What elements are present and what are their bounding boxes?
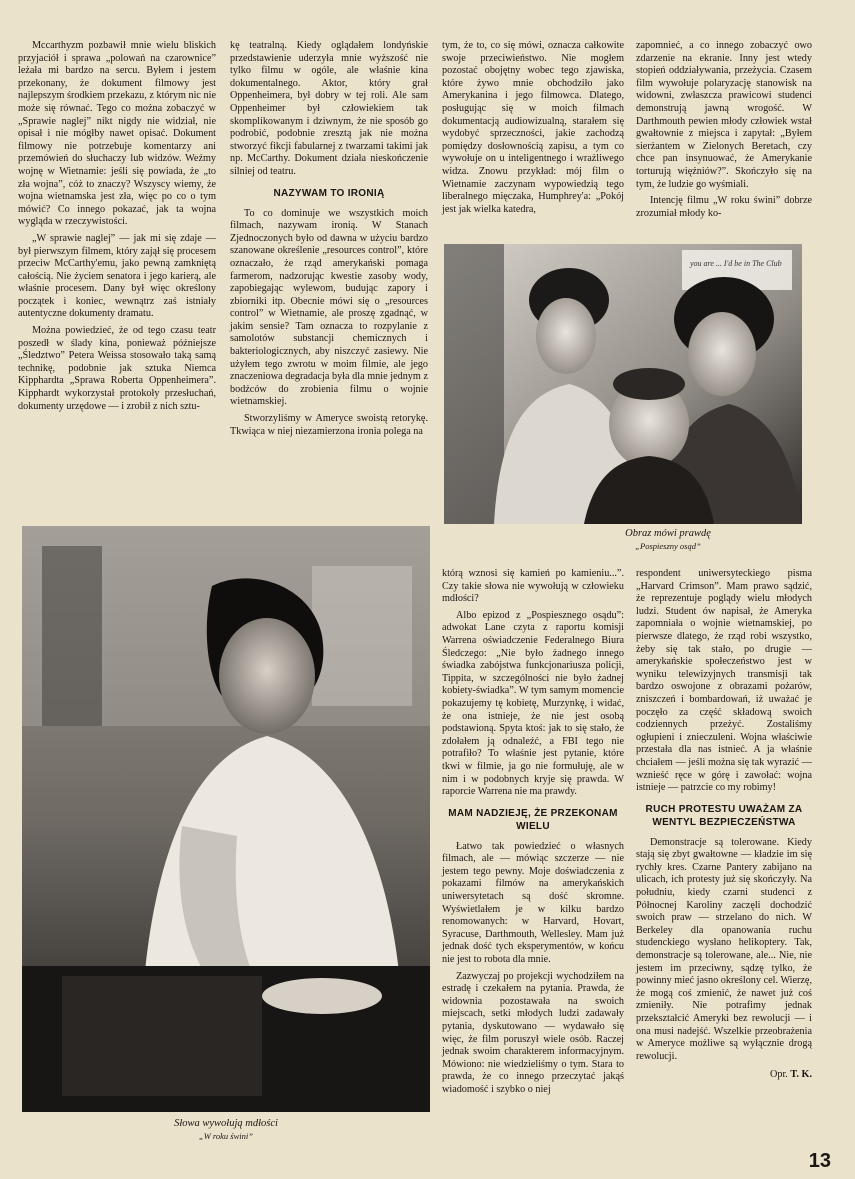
paragraph: tym, że to, co się mówi, oznacza całkowite swoje przeciwieństwo. Nie mogłem pozostać obojętny wobec tego zjawiska, które żywo mnie obchodziło jako Amerykanina i jego filmowca. Dlatego, posługując się w moich filmach dokumentacją audiowizualną, starałem się wydobyć sprzeczności, jakie zachodzą pomiędzy dosłownością zapisu, a tym co wywołuje on u inteligentnego i wrażliwego widza. Znowu przykład: mój film o Wietnamie zaczynam wypowiedzią tego liberalnego mięczaka, Humphrey'a: „Pokój jest jak wielka katedra, (442, 40, 624, 215)
caption-film: „Pospieszny osąd” (635, 541, 701, 551)
author-credit (636, 1069, 812, 1082)
photo-three-people (444, 244, 802, 524)
paragraph: respondent uniwersyteckiego pisma „Harvard Crimson”. Mam prawo sądzić, że reprezentuje poglądy wielu młodych ludzi. Student ów napisał, że Ameryka zapomniała o wojnie wietnamskiej, po pierwsze dlatego, że rząd robi wszystko, żeby się tak stało, po drugie — amerykańskie społeczeństwo jest w wyniku telewizyjnych transmisji tak bardzo oswojone z obrazami pożarów, zniszczeń i bombardowań, iż uważać je poczęło za część składową swoich codziennych przeżyć. Zostaliśmy ogłupieni i znieczuleni. Wojna właściwie przestała dla nas istnieć. A ja właśnie chciałem — jeśli można się tak wyrazić — wznieść ręce w górę i zawołać: wojna istnieje — patrzcie co my robimy! (636, 568, 812, 794)
paragraph: To co dominuje we wszystkich moich filmach, nazywam ironią. W Stanach Zjednoczonych było od dawna w użyciu bardzo szanowane określenie „resources control”, które oznaczało, że rząd amerykański pomaga farmerom, nadzorując kwestie zasoby wody, zapobiegając wylewom, budując zapory i zbiorniki itp. Obecnie mówi się o „resources control” w Wietnamie, ale proszę zgadnąć, w jakim sensie? Tam oznacza to rozpylanie z samolotów substancji chemicznych i bakteriologicznych, aby niszczyć zasiewy. Nie użyłem tego zwrotu w moim filmie, ale jego znaczeniowa degradacja była dla mnie jednym z bodźców do zrobienia filmu o wojnie wietnamskiej. (230, 207, 428, 408)
paragraph: zapomnieć, a co innego zobaczyć owo zdarzenie na ekranie. Inny jest wtedy stopień oddziaływania, przeżycia. Czasem film wywołuje polaryzację stanowisk na widowni, zwłaszcza prawicowi studenci demonstrują jawną wrogość. W Darthmouth pewien młody człowiek wstał gwałtownie z miejsca i zapytał: „Byłem sierżantem w Zielonych Beretach, czy chce pan insynuować, że Amerykanie torturują więźniów?”. Skończyło się na tym, że ludzie go wyśmiali. (636, 40, 812, 190)
column-4-bottom (636, 568, 812, 1082)
credit-label: Opr. (770, 1069, 788, 1081)
paragraph: którą wznosi się kamień po kamieniu...”. Czy takie słowa nie wywołują w człowieku mdłości? (442, 568, 624, 605)
paragraph: Stworzyliśmy w Ameryce swoistą retorykę. Tkwiąca w niej niezamierzona ironia polega na (230, 413, 428, 437)
credit-initials: T. K. (790, 1069, 812, 1081)
column-3-bottom (442, 568, 624, 1097)
column-3-top (442, 40, 624, 216)
page-number: 13 (808, 1150, 831, 1172)
section-heading: RUCH PROTESTU UWAŻAM ZA WENTYL BEZPIECZEŃSTWA (645, 803, 803, 828)
paragraph: Łatwo tak powiedzieć o własnych filmach, ale — mówiąc szczerze — nie jestem tego pewny. Moje doświadczenia z pokazami filmów na amerykańskich uniwersytetach są dość skromne. Wyświetlałem je w kilku bardzo renomowanych: w Harvard, Hovart, Syracuse, Darthmouth, Wellesley. Mam już jednak dość tych eksperymentów, w końcu nie jest to robota dla mnie. (442, 840, 624, 966)
photo-w-roku-swini (22, 526, 430, 1112)
column-1 (18, 40, 216, 413)
caption-title: Słowa wywołują mdłości (174, 1118, 278, 1129)
paragraph: Mccarthyzm pozbawił mnie wielu bliskich przyjaciół i sprawa „polowań na czarownice” leżała mi bardzo na sercu. Byłem i jestem przekonany, że dokument filmowy jest najlepszym środkiem przekazu, z którym nic nie może się równać. Tego co można zobaczyć w „Sprawie naglej” nikt nigdy nie widział, nie opisał i nie mógłby nawet opisać. Dokument filmowy nie potrzebuje komentarzy ani przemówień do słuchaczy lub widzów. Weźmy wojnę w Wietnamie: jeśli się powiada, że „to zła wojna”, cóż to znaczy? Wszyscy wiemy, że wojna wietnamska jest zła, więc po co o tym mówić? Co innego pokazać, jak ta wojna wygląda w rzeczywistości. (18, 40, 216, 228)
paragraph: „W sprawie naglej” — jak mi się zdaje — był pierwszym filmem, który zajął się procesem przeciw McCarthy'emu, jako pewną zamkniętą całością. Nie życiem senatora i jego karierą, ale właśnie procesem. Dany był więc określony początek i koniec, wewnątrz zaś istniały autentyczne dokumenty dramatu. (18, 232, 216, 320)
paragraph: Zazwyczaj po projekcji wychodziłem na estradę i czekałem na pytania. Prawda, że widownia pozostawała na swoich miejscach, setki młodych ludzi zadawały pytania, dyskutowano — wydawało się więc, że film poruszył wiele osób. Raczej jednak swoim charakterem informacyjnym. Mówiono: nie wiedzieliśmy o tym. Stara to prawda, że co innego przeczytać jakąś wiadomość i szybko o niej (442, 970, 624, 1095)
caption-left-photo (22, 1118, 430, 1141)
caption-top-photo (444, 528, 802, 551)
column-4-top (636, 40, 812, 220)
section-heading: MAM NADZIEJĘ, ŻE PRZEKONAM WIELU (448, 807, 618, 832)
caption-film: „W roku świni” (198, 1131, 253, 1141)
paragraph: Albo epizod z „Pospiesznego osądu”: adwokat Lane czyta z raportu komisji Warrena oświadczenie Federalnego Biura Śledczego: „Nie było żadnego innego świadka zabójstwa funkcjonariusza policji, Tippita, w szczególności nie było żadnej kobiety-świadka”. W tym samym momencie pokazujemy tę kobietę, Murzynkę, i widać, że ona istnieje, że nie jest osobą podstawioną. Spyta ktoś: jak to się stało, że zdołałem ją odnaleźć, a FBI tego nie potrafiło? To właśnie jest pytanie, które tkwi w filmie, ja go nie formułuję, ale w nim i w podobnych kryje się prawda. W raporcie Warrena nie ma prawdy. (442, 609, 624, 798)
paragraph: Można powiedzieć, że od tego czasu teatr poszedł w ślady kina, ponieważ późniejsze „Śledztwo” Petera Weissa stosowało taką samą technikę, podobnie jak sztuka Niemca Kipphardta „Sprawa Roberta Oppenheimera”. Kipphardt wykorzystał protokoły przesłuchań, dokumenty urzędowe — i zrobił z nich sztu- (18, 325, 216, 412)
column-2 (230, 40, 428, 438)
paragraph: Demonstracje są tolerowane. Kiedy stają się zbyt gwałtowne — kładzie im się rychły kres. Czarne Pantery zabijano na ulicach, ich protesty już się skończyły. Na południu, kiedy czarni studenci z Północnej Karoliny zaczęli dochodzić swoich praw — strzelano do nich. W Berkeley dla opanowania ruchu studenckiego wysłano helikoptery. Tak, demonstracje są tolerowane, ale... Nie, nie jestem im przeciwny, sądzę tylko, że powinny mieć jasno określony cel. Wierzę, że mogą coś zmienić, że nawet już coś zmieniły. Nie potrafimy jednak przekształcić Ameryki bez rewolucji — i ona musi nadejść. Wszelkie przeobrażenia w Ameryce możliwe są wyłącznie drogą rewolucji. (636, 836, 812, 1062)
photo-pospieszny-osad (444, 244, 802, 524)
photo-man-writing (22, 526, 430, 1112)
wall-note: you are ... I'd be in The Club (690, 259, 782, 268)
section-heading: NAZYWAM TO IRONIĄ (273, 187, 385, 199)
caption-title: Obraz mówi prawdę (625, 528, 711, 539)
paragraph: Intencję filmu „W roku świni” dobrze zrozumiał młody ko- (636, 195, 812, 219)
paragraph: kę teatralną. Kiedy oglądałem londyńskie przedstawienie uderzyła mnie wyższość nie tylko filmu w ogóle, ale właśnie kina dokumentalnego. Aktor, który grał Oppenheimera, był dobry w tej roli. Ale sam Oppenheimer był człowiekiem tak skomplikowanym i dziwnym, że nie sposób go podrobić, podobnie zresztą jak nie można stworzyć fikcji fabularnej z twarzami takimi jak np. McCarthy. Dokument działa nieskończenie silniej od teatru. (230, 40, 428, 177)
